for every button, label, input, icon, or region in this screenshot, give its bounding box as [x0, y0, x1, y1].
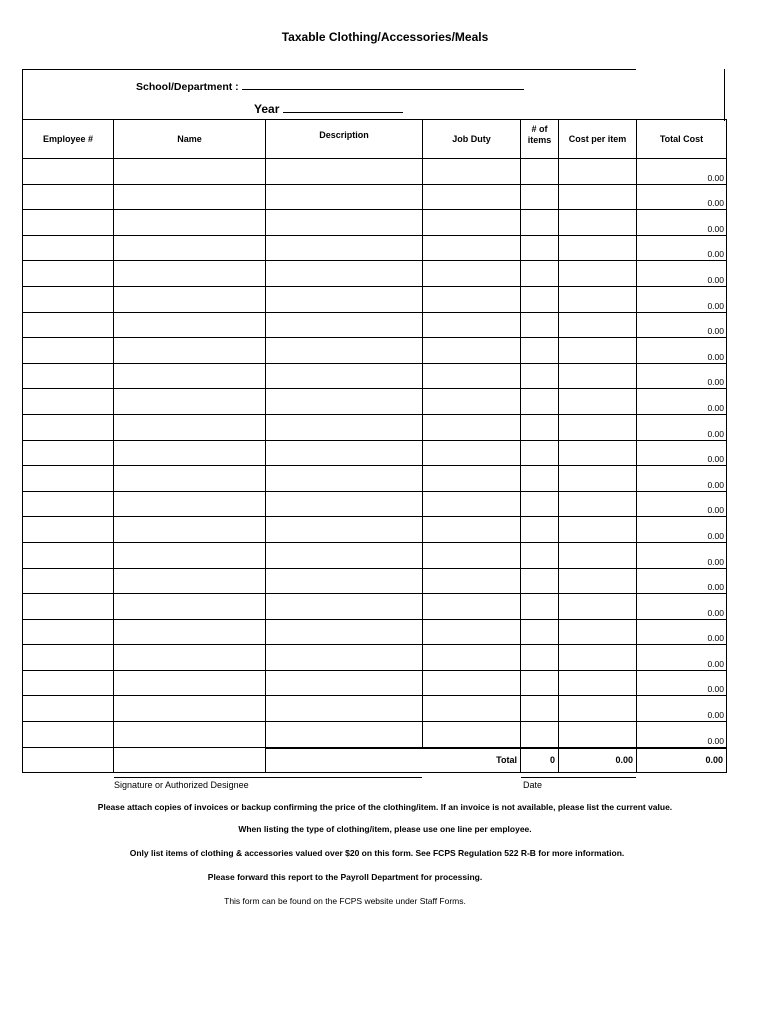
table-row: [23, 517, 727, 543]
table-row: [23, 210, 727, 236]
cell-job-duty[interactable]: [423, 466, 521, 492]
cell-items[interactable]: [521, 389, 559, 415]
year-blank[interactable]: [283, 111, 403, 113]
cell-total-cost: 0.00: [637, 491, 727, 517]
table-row: [23, 594, 727, 620]
cell-items[interactable]: [521, 210, 559, 236]
table-row: [23, 261, 727, 287]
cell-name[interactable]: [114, 466, 266, 492]
cell-items[interactable]: [521, 619, 559, 645]
table-row: [23, 645, 727, 671]
cell-items[interactable]: [521, 645, 559, 671]
cell-job-duty[interactable]: [423, 210, 521, 236]
year-label: Year: [254, 102, 280, 116]
total-blank-name: [114, 748, 266, 773]
cell-cost-per-item[interactable]: [559, 184, 637, 210]
cell-description[interactable]: [266, 594, 423, 620]
cell-description[interactable]: [266, 286, 423, 312]
cell-cost-per-item[interactable]: [559, 696, 637, 722]
cell-cost-per-item[interactable]: [559, 286, 637, 312]
table-row: [23, 466, 727, 492]
cell-total-cost: 0.00: [637, 594, 727, 620]
cell-description[interactable]: [266, 210, 423, 236]
header-description: Description: [266, 120, 423, 159]
cell-items[interactable]: [521, 159, 559, 185]
cell-employee[interactable]: [23, 414, 114, 440]
note-website: This form can be found on the FCPS website under Staff Forms.: [224, 896, 466, 906]
cell-job-duty[interactable]: [423, 696, 521, 722]
date-line[interactable]: [521, 777, 636, 778]
cell-description[interactable]: [266, 670, 423, 696]
cell-employee[interactable]: [23, 338, 114, 364]
cell-total-cost: 0.00: [637, 619, 727, 645]
signature-label: Signature or Authorized Designee: [114, 780, 249, 790]
cell-name[interactable]: [114, 338, 266, 364]
table-row: [23, 338, 727, 364]
cell-employee[interactable]: [23, 722, 114, 748]
cell-description[interactable]: [266, 645, 423, 671]
cell-job-duty[interactable]: [423, 286, 521, 312]
cell-cost-per-item[interactable]: [559, 235, 637, 261]
cell-job-duty[interactable]: [423, 594, 521, 620]
header-name: Name: [114, 120, 266, 159]
cell-cost-per-item[interactable]: [559, 210, 637, 236]
cell-cost-per-item[interactable]: [559, 568, 637, 594]
cell-description[interactable]: [266, 517, 423, 543]
table-row: [23, 235, 727, 261]
table-header-row: [23, 120, 727, 159]
total-items: 0: [521, 748, 559, 773]
cell-name[interactable]: [114, 517, 266, 543]
cell-items[interactable]: [521, 286, 559, 312]
year-field[interactable]: [254, 102, 403, 116]
cell-items[interactable]: [521, 517, 559, 543]
table-row: [23, 159, 727, 185]
cell-employee[interactable]: [23, 363, 114, 389]
cell-employee[interactable]: [23, 159, 114, 185]
note-forward: Please forward this report to the Payroll Department for processing.: [207, 872, 483, 882]
cell-cost-per-item[interactable]: [559, 414, 637, 440]
cell-cost-per-item[interactable]: [559, 594, 637, 620]
cell-items[interactable]: [521, 440, 559, 466]
table-row: [23, 312, 727, 338]
cell-job-duty[interactable]: [423, 491, 521, 517]
cell-name[interactable]: [114, 619, 266, 645]
cell-cost-per-item[interactable]: [559, 440, 637, 466]
cell-cost-per-item[interactable]: [559, 312, 637, 338]
table-row: [23, 670, 727, 696]
cell-total-cost: 0.00: [637, 542, 727, 568]
cell-employee[interactable]: [23, 286, 114, 312]
cell-description[interactable]: [266, 312, 423, 338]
table-row: [23, 414, 727, 440]
cell-name[interactable]: [114, 414, 266, 440]
note-one-line: When listing the type of clothing/item, please use one line per employee.: [238, 824, 532, 834]
cell-total-cost: 0.00: [637, 235, 727, 261]
cell-job-duty[interactable]: [423, 517, 521, 543]
table-row: [23, 696, 727, 722]
table-row: [23, 389, 727, 415]
cell-total-cost: 0.00: [637, 338, 727, 364]
cell-cost-per-item[interactable]: [559, 645, 637, 671]
cell-name[interactable]: [114, 184, 266, 210]
cell-items[interactable]: [521, 261, 559, 287]
cell-job-duty[interactable]: [423, 363, 521, 389]
form-title: Taxable Clothing/Accessories/Meals: [281, 30, 489, 44]
table-row: [23, 619, 727, 645]
cell-description[interactable]: [266, 568, 423, 594]
total-label: Total: [266, 748, 521, 773]
table-row: [23, 722, 727, 748]
note-threshold: Only list items of clothing & accessories valued over $20 on this form. See FCPS Regulation 522 R-B for more information.: [129, 848, 625, 858]
cell-total-cost: 0.00: [637, 414, 727, 440]
header-employee: Employee #: [23, 120, 114, 159]
cell-job-duty[interactable]: [423, 159, 521, 185]
cell-job-duty[interactable]: [423, 184, 521, 210]
cell-job-duty[interactable]: [423, 312, 521, 338]
cell-name[interactable]: [114, 594, 266, 620]
signature-line[interactable]: [114, 777, 422, 778]
header-items: [521, 120, 559, 159]
table-row: [23, 491, 727, 517]
cell-items[interactable]: [521, 594, 559, 620]
cell-description[interactable]: [266, 696, 423, 722]
cell-name[interactable]: [114, 440, 266, 466]
cell-employee[interactable]: [23, 670, 114, 696]
cell-employee[interactable]: [23, 517, 114, 543]
cell-total-cost: 0.00: [637, 210, 727, 236]
cell-items[interactable]: [521, 696, 559, 722]
cell-cost-per-item[interactable]: [559, 619, 637, 645]
cell-cost-per-item[interactable]: [559, 338, 637, 364]
cell-cost-per-item[interactable]: [559, 517, 637, 543]
cell-total-cost: 0.00: [637, 312, 727, 338]
cell-employee[interactable]: [23, 568, 114, 594]
cell-total-cost: 0.00: [637, 466, 727, 492]
header-right-border: [724, 69, 725, 121]
school-department-blank[interactable]: [242, 88, 524, 90]
cell-items[interactable]: [521, 542, 559, 568]
cell-cost-per-item[interactable]: [559, 466, 637, 492]
items-table: [22, 119, 727, 773]
cell-description[interactable]: [266, 261, 423, 287]
cell-items[interactable]: [521, 491, 559, 517]
cell-description[interactable]: [266, 466, 423, 492]
table-row: [23, 286, 727, 312]
total-blank-employee: [23, 748, 114, 773]
cell-name[interactable]: [114, 159, 266, 185]
cell-name[interactable]: [114, 286, 266, 312]
school-department-label: School/Department :: [136, 81, 239, 93]
cell-total-cost: 0.00: [637, 440, 727, 466]
cell-total-cost: 0.00: [637, 159, 727, 185]
cell-name[interactable]: [114, 568, 266, 594]
cell-description[interactable]: [266, 159, 423, 185]
cell-description[interactable]: [266, 542, 423, 568]
cell-employee[interactable]: [23, 184, 114, 210]
cell-job-duty[interactable]: [423, 568, 521, 594]
cell-cost-per-item[interactable]: [559, 670, 637, 696]
table-row: [23, 363, 727, 389]
cell-total-cost: 0.00: [637, 363, 727, 389]
cell-job-duty[interactable]: [423, 235, 521, 261]
cell-description[interactable]: [266, 184, 423, 210]
cell-job-duty[interactable]: [423, 440, 521, 466]
cell-employee[interactable]: [23, 619, 114, 645]
cell-cost-per-item[interactable]: [559, 722, 637, 748]
cell-items[interactable]: [521, 670, 559, 696]
cell-job-duty[interactable]: [423, 261, 521, 287]
cell-items[interactable]: [521, 363, 559, 389]
cell-items[interactable]: [521, 312, 559, 338]
cell-name[interactable]: [114, 645, 266, 671]
cell-name[interactable]: [114, 312, 266, 338]
cell-items[interactable]: [521, 235, 559, 261]
header-total-cost: Total Cost: [637, 120, 727, 159]
cell-cost-per-item[interactable]: [559, 261, 637, 287]
cell-employee[interactable]: [23, 235, 114, 261]
cell-name[interactable]: [114, 542, 266, 568]
header-items-line2: items: [527, 135, 552, 145]
cell-cost-per-item[interactable]: [559, 159, 637, 185]
cell-name[interactable]: [114, 722, 266, 748]
cell-employee[interactable]: [23, 594, 114, 620]
header-items-line1: # of: [531, 124, 548, 134]
cell-job-duty[interactable]: [423, 619, 521, 645]
cell-total-cost: 0.00: [637, 517, 727, 543]
cell-employee[interactable]: [23, 312, 114, 338]
total-cost-per-item: 0.00: [559, 748, 637, 773]
cell-name[interactable]: [114, 491, 266, 517]
cell-employee[interactable]: [23, 440, 114, 466]
cell-name[interactable]: [114, 670, 266, 696]
cell-employee[interactable]: [23, 466, 114, 492]
cell-job-duty[interactable]: [423, 389, 521, 415]
cell-employee[interactable]: [23, 389, 114, 415]
date-label: Date: [523, 780, 543, 790]
cell-name[interactable]: [114, 261, 266, 287]
cell-items[interactable]: [521, 414, 559, 440]
table-row: [23, 184, 727, 210]
cell-employee[interactable]: [23, 210, 114, 236]
header-job-duty: Job Duty: [423, 120, 521, 159]
table-body: [23, 159, 727, 773]
header-left-border: [22, 69, 23, 121]
cell-description[interactable]: [266, 722, 423, 748]
cell-total-cost: 0.00: [637, 670, 727, 696]
cell-cost-per-item[interactable]: [559, 363, 637, 389]
cell-total-cost: 0.00: [637, 286, 727, 312]
cell-job-duty[interactable]: [423, 414, 521, 440]
cell-cost-per-item[interactable]: [559, 389, 637, 415]
cell-employee[interactable]: [23, 542, 114, 568]
cell-total-cost: 0.00: [637, 184, 727, 210]
cell-employee[interactable]: [23, 261, 114, 287]
cell-job-duty[interactable]: [423, 670, 521, 696]
cell-items[interactable]: [521, 338, 559, 364]
cell-description[interactable]: [266, 440, 423, 466]
cell-employee[interactable]: [23, 491, 114, 517]
note-invoice: Please attach copies of invoices or backup confirming the price of the clothing/item. If an invoice is not available, please list the current value.: [97, 802, 673, 812]
cell-name[interactable]: [114, 696, 266, 722]
cell-name[interactable]: [114, 389, 266, 415]
cell-employee[interactable]: [23, 696, 114, 722]
cell-items[interactable]: [521, 568, 559, 594]
cell-job-duty[interactable]: [423, 722, 521, 748]
table-row: [23, 542, 727, 568]
total-row: [23, 748, 727, 773]
cell-description[interactable]: [266, 414, 423, 440]
cell-description[interactable]: [266, 389, 423, 415]
cell-total-cost: 0.00: [637, 722, 727, 748]
total-total-cost: 0.00: [637, 748, 727, 773]
cell-description[interactable]: [266, 491, 423, 517]
cell-items[interactable]: [521, 722, 559, 748]
cell-cost-per-item[interactable]: [559, 542, 637, 568]
school-department-field[interactable]: [136, 81, 524, 93]
cell-items[interactable]: [521, 184, 559, 210]
cell-name[interactable]: [114, 235, 266, 261]
header-cost-per-item: Cost per item: [559, 120, 637, 159]
cell-job-duty[interactable]: [423, 645, 521, 671]
cell-description[interactable]: [266, 619, 423, 645]
header-top-border: [23, 69, 636, 70]
cell-name[interactable]: [114, 363, 266, 389]
cell-employee[interactable]: [23, 645, 114, 671]
cell-description[interactable]: [266, 338, 423, 364]
cell-name[interactable]: [114, 210, 266, 236]
cell-items[interactable]: [521, 466, 559, 492]
cell-total-cost: 0.00: [637, 645, 727, 671]
table-row: [23, 440, 727, 466]
cell-job-duty[interactable]: [423, 542, 521, 568]
cell-cost-per-item[interactable]: [559, 491, 637, 517]
cell-total-cost: 0.00: [637, 696, 727, 722]
cell-description[interactable]: [266, 363, 423, 389]
cell-total-cost: 0.00: [637, 261, 727, 287]
cell-job-duty[interactable]: [423, 338, 521, 364]
cell-total-cost: 0.00: [637, 568, 727, 594]
table-row: [23, 568, 727, 594]
cell-description[interactable]: [266, 235, 423, 261]
cell-total-cost: 0.00: [637, 389, 727, 415]
